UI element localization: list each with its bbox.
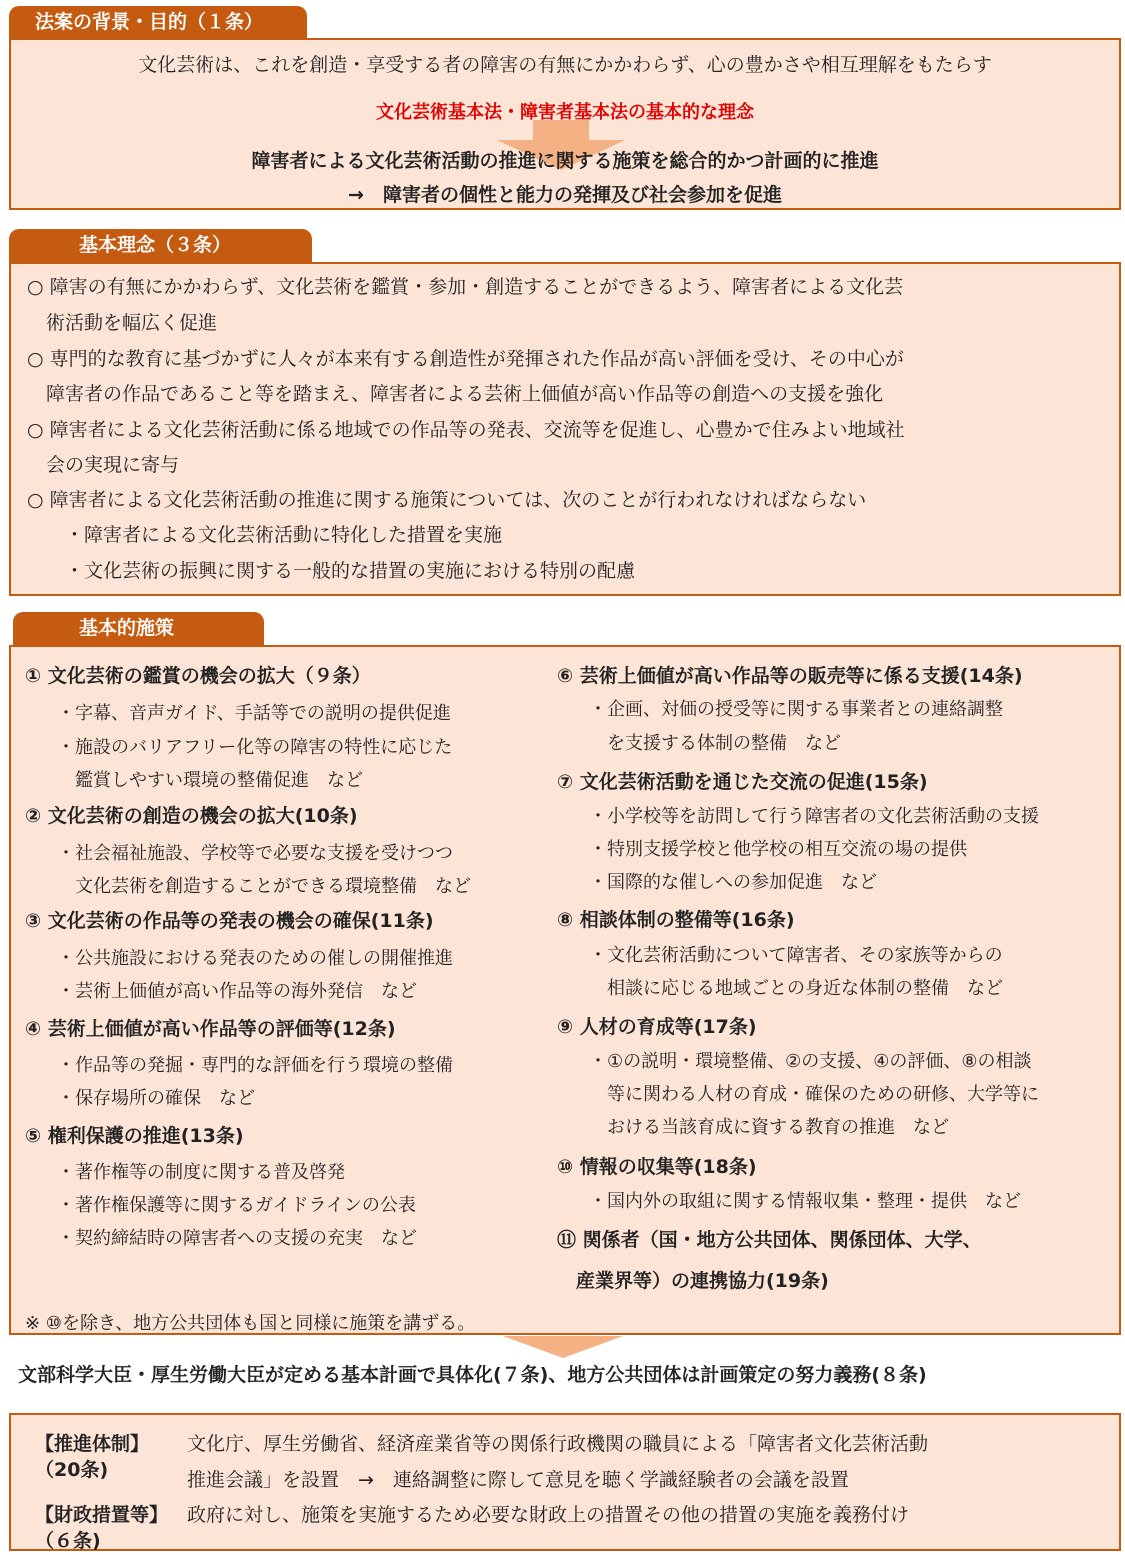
- measure-heading: ③ 文化芸術の作品等の発表の機会の確保(11条): [25, 910, 434, 932]
- measure-sub: ・公共施設における発表のための催しの開催推進: [57, 948, 453, 969]
- measure-sub: ・著作権保護等に関するガイドラインの公表: [57, 1195, 416, 1216]
- measure-heading: ⑨ 人材の育成等(17条): [557, 1016, 757, 1038]
- measure-sub: ・小学校等を訪問して行う障害者の文化芸術活動の支援: [589, 806, 1039, 827]
- principle-line: ○ 障害の有無にかかわらず、文化芸術を鑑賞・参加・創造することができるよう、障害者による文化芸: [27, 276, 904, 298]
- promotion-article: （20条): [35, 1459, 109, 1481]
- measure-sub: ・施設のバリアフリー化等の障害の特性に応じた: [57, 737, 453, 758]
- measures-box: [9, 645, 1121, 1335]
- measure-sub: 文化芸術を創造することができる環境整備 など: [57, 876, 471, 897]
- measure-heading: ⑩ 情報の収集等(18条): [557, 1156, 757, 1178]
- measure-sub: ・社会福祉施設、学校等で必要な支援を受けつつ: [57, 843, 453, 864]
- principles-box: [9, 262, 1121, 596]
- measure-sub: ・①の説明・環境整備、②の支援、④の評価、⑧の相談: [589, 1051, 1032, 1072]
- principle-line: ○ 障害者による文化芸術活動に係る地域での作品等の発表、交流等を促進し、心豊かで住みよい地域社: [27, 419, 905, 441]
- measure-heading: ④ 芸術上価値が高い作品等の評価等(12条): [25, 1018, 396, 1040]
- section-tab-principles: 基本理念（３条）: [9, 229, 312, 262]
- measure-heading: ⑥ 芸術上価値が高い作品等の販売等に係る支援(14条): [557, 665, 1023, 687]
- principle-line: 障害者の作品であること等を踏まえ、障害者による芸術上価値が高い作品等の創造への支援を強化: [27, 383, 884, 405]
- purpose-line1: 文化芸術は、これを創造・享受する者の障害の有無にかかわらず、心の豊かさや相互理解をもたらす: [138, 54, 992, 76]
- principle-line: ・文化芸術の振興に関する一般的な措置の実施における特別の配慮: [27, 560, 636, 582]
- principle-line: ・障害者による文化芸術活動に特化した措置を実施: [27, 524, 503, 546]
- purpose-box: [9, 38, 1121, 210]
- measure-heading: ⑤ 権利保護の推進(13条): [25, 1125, 244, 1147]
- promotion-text: 文化庁、厚生労働省、経済産業省等の関係行政機関の職員による「障害者文化芸術活動: [187, 1433, 929, 1455]
- measure-sub: ・字幕、音声ガイド、手話等での説明の提供促進: [57, 703, 451, 724]
- principle-line: ○ 専門的な教育に基づかずに人々が本来有する創造性が発揮された作品が高い評価を受け、その中心が: [27, 348, 904, 370]
- measure-sub: を支援する体制の整備 など: [589, 733, 841, 754]
- measure-sub: ・作品等の発掘・専門的な評価を行う環境の整備: [57, 1055, 453, 1076]
- measures-note: ※ ⑩を除き、地方公共団体も国と同様に施策を講ずる。: [25, 1313, 476, 1334]
- principle-line: 術活動を幅広く促進: [27, 312, 218, 334]
- measure-sub: ・著作権等の制度に関する普及啓発: [57, 1162, 345, 1183]
- measure-sub: 相談に応じる地域ごとの身近な体制の整備 など: [589, 978, 1003, 999]
- measure-heading: ⑦ 文化芸術活動を通じた交流の促進(15条): [557, 771, 928, 793]
- measure-heading: ⑧ 相談体制の整備等(16条): [557, 909, 795, 931]
- measure-heading: ① 文化芸術の鑑賞の機会の拡大（９条）: [25, 665, 371, 687]
- section-tab-purpose: 法案の背景・目的（１条）: [9, 6, 307, 39]
- measure-heading: ② 文化芸術の創造の機会の拡大(10条): [25, 805, 358, 827]
- finance-label: 【財政措置等】: [35, 1504, 169, 1526]
- measure-sub: ・国際的な催しへの参加促進 など: [589, 872, 877, 893]
- measure-sub: 等に関わる人材の育成・確保のための研修、大学等に: [589, 1084, 1039, 1105]
- promotion-label: 【推進体制】: [35, 1433, 150, 1455]
- principle-line: ○ 障害者による文化芸術活動の推進に関する施策については、次のことが行われなければならない: [27, 489, 867, 511]
- promotion-text: 推進会議」を設置 → 連絡調整に際して意見を聴く学識経験者の会議を設置: [187, 1469, 849, 1491]
- measure-sub: ・保存場所の確保 など: [57, 1088, 255, 1109]
- finance-text: 政府に対し、施策を実施するため必要な財政上の措置その他の措置の実施を義務付け: [187, 1504, 910, 1526]
- section-tab-measures: 基本的施策: [13, 612, 264, 645]
- measure-heading: ⑪ 関係者（国・地方公共団体、関係団体、大学、: [557, 1229, 982, 1251]
- measure-sub: 鑑賞しやすい環境の整備促進 など: [57, 770, 363, 791]
- measure-sub: ・企画、対価の授受等に関する事業者との連絡調整: [589, 699, 1003, 720]
- purpose-red-line: 文化芸術基本法・障害者基本法の基本的な理念: [376, 102, 754, 123]
- measure-heading-cont: 産業界等）の連携協力(19条): [557, 1270, 829, 1292]
- measure-sub: ・文化芸術活動について障害者、その家族等からの: [589, 945, 1003, 966]
- framework-box: [9, 1413, 1121, 1551]
- measure-sub: ・国内外の取組に関する情報収集・整理・提供 など: [589, 1191, 1021, 1212]
- purpose-bold1: 障害者による文化芸術活動の推進に関する施策を総合的かつ計画的に推進: [251, 150, 879, 172]
- measure-sub: おける当該育成に資する教育の推進 など: [589, 1117, 949, 1138]
- down-arrow-icon: [503, 1336, 623, 1358]
- purpose-bold2: → 障害者の個性と能力の発揮及び社会参加を促進: [348, 184, 782, 206]
- measure-sub: ・契約締結時の障害者への支援の充実 など: [57, 1228, 417, 1249]
- basic-plan-text: 文部科学大臣・厚生労働大臣が定める基本計画で具体化(７条)、地方公共団体は計画策定の努力義務(８条): [18, 1364, 927, 1386]
- finance-article: （６条): [35, 1530, 101, 1552]
- measure-sub: ・芸術上価値が高い作品等の海外発信 など: [57, 981, 417, 1002]
- principle-line: 会の実現に寄与: [27, 454, 180, 476]
- measure-sub: ・特別支援学校と他学校の相互交流の場の提供: [589, 839, 967, 860]
